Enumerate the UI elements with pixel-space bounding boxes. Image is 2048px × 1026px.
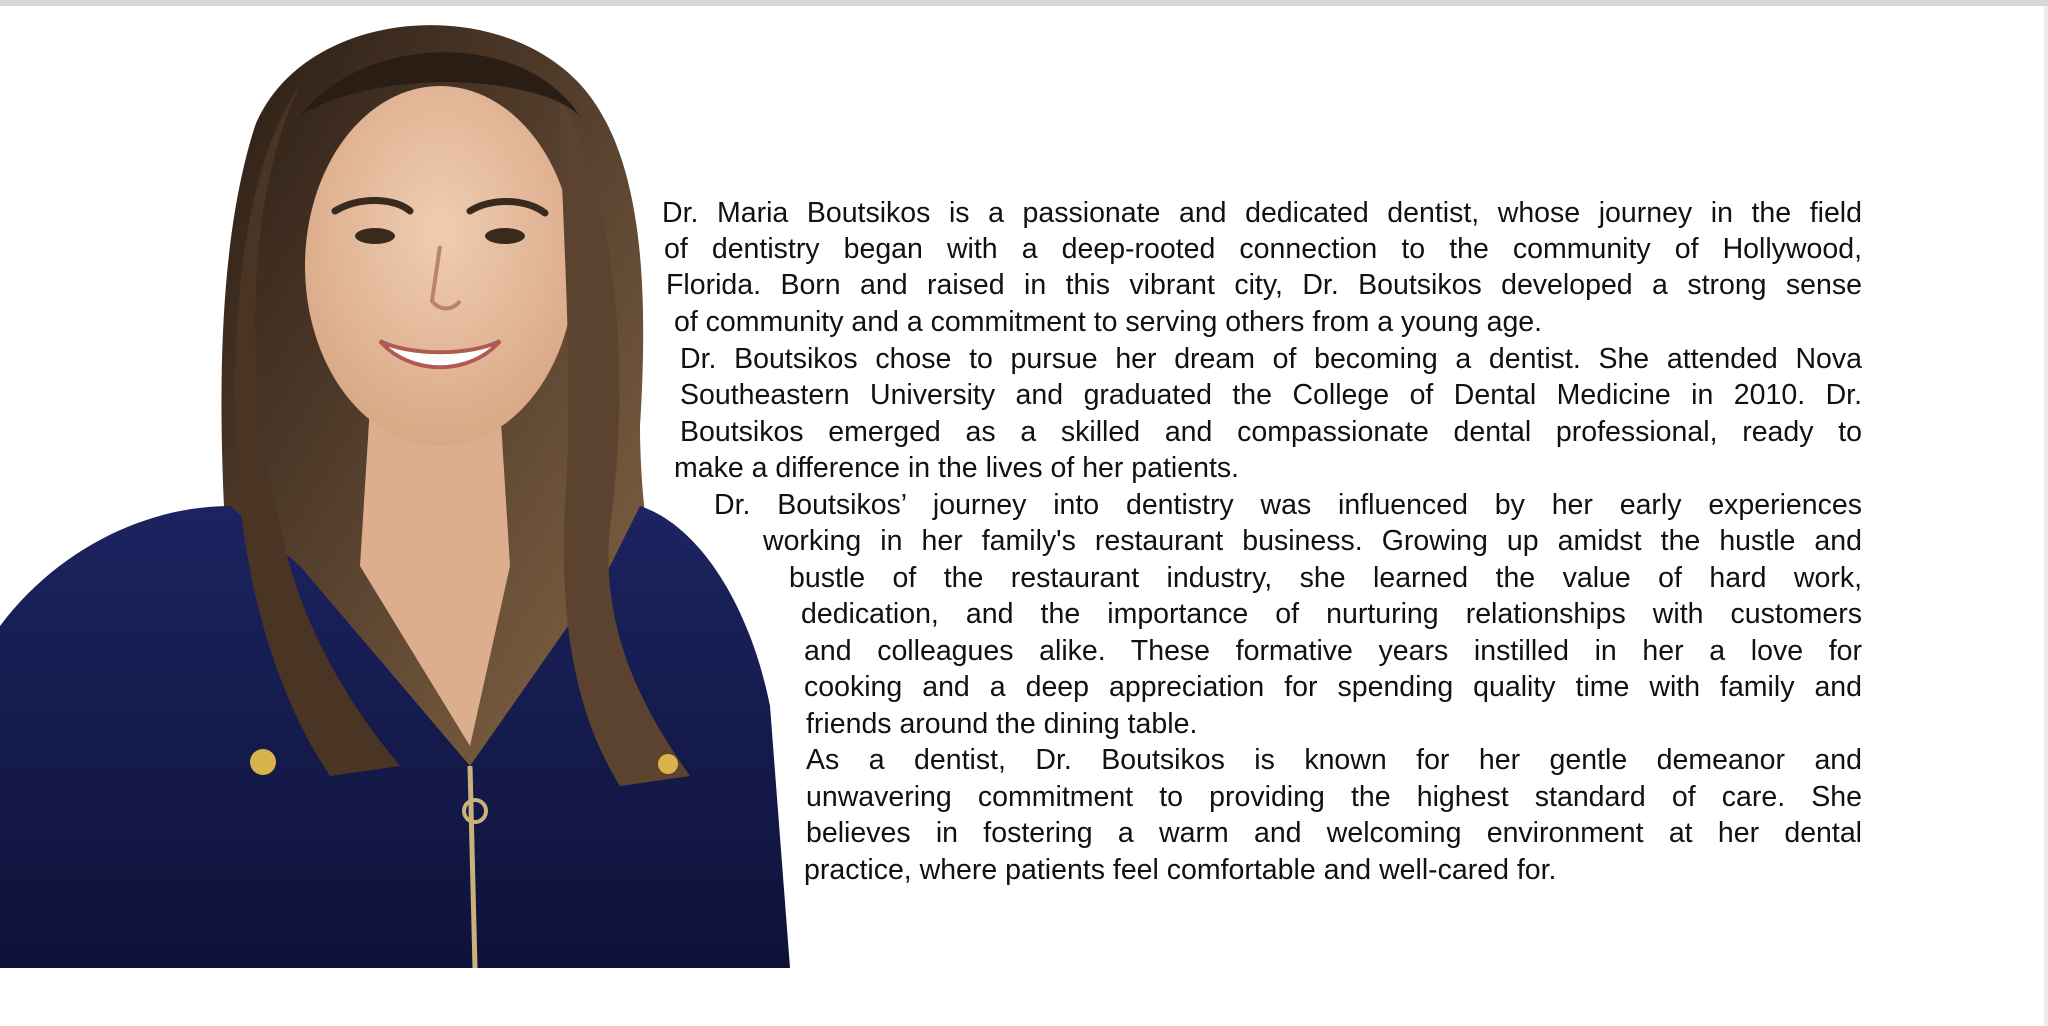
bio-line: Dr. Boutsikos chose to pursue her dream of becoming a dentist. She attended Nova: [680, 343, 1862, 375]
bio-line: dedication, and the importance of nurturing relationships with customers: [801, 598, 1862, 630]
bio-line: and colleagues alike. These formative years instilled in her a love for: [804, 635, 1862, 667]
bio-line: unwavering commitment to providing the highest standard of care. She: [806, 781, 1862, 813]
bio-line: Dr. Maria Boutsikos is a passionate and dedicated dentist, whose journey in the field: [662, 197, 1862, 229]
bio-line: of community and a commitment to serving others from a young age.: [674, 306, 1543, 338]
bio-line: Florida. Born and raised in this vibrant city, Dr. Boutsikos developed a strong sense: [666, 269, 1862, 301]
bio-line: Dr. Boutsikos’ journey into dentistry was influenced by her early experiences: [714, 489, 1862, 521]
bio-line: Southeastern University and graduated the College of Dental Medicine in 2010. Dr.: [680, 379, 1862, 411]
bio-line: practice, where patients feel comfortable and well-cared for.: [804, 854, 1557, 886]
bio-line: Boutsikos emerged as a skilled and compassionate dental professional, ready to: [680, 416, 1862, 448]
bio-line: cooking and a deep appreciation for spending quality time with family and: [804, 671, 1862, 703]
bio-line: make a difference in the lives of her patients.: [674, 452, 1240, 484]
bio-line: As a dentist, Dr. Boutsikos is known for her gentle demeanor and: [806, 744, 1862, 776]
bio-line: friends around the dining table.: [806, 708, 1198, 740]
bio-line: believes in fostering a warm and welcoming environment at her dental: [806, 817, 1862, 849]
bio-line: of dentistry began with a deep-rooted connection to the community of Hollywood,: [664, 233, 1862, 265]
bio-line: bustle of the restaurant industry, she learned the value of hard work,: [789, 562, 1862, 594]
bio-line: working in her family's restaurant business. Growing up amidst the hustle and: [763, 525, 1862, 557]
